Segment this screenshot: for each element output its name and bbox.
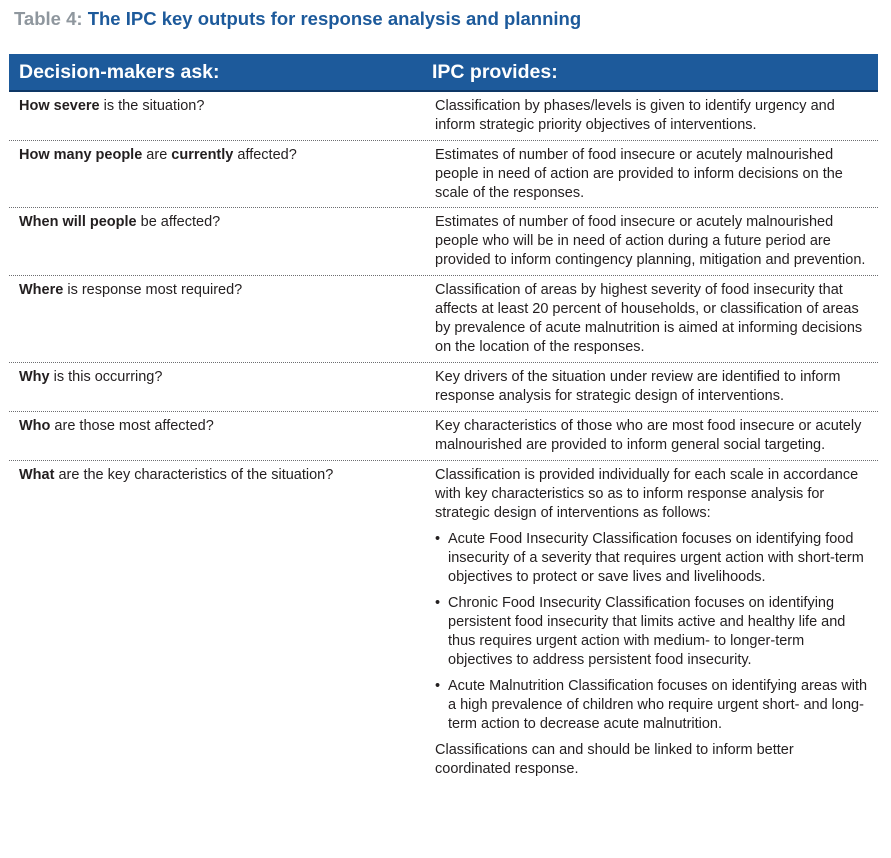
- table-title: [14, 8, 581, 30]
- question-cell: [9, 281, 426, 357]
- table-body: [9, 92, 878, 779]
- header-decision-makers-ask: Decision-makers ask:: [19, 60, 220, 83]
- table-header-row: [9, 54, 878, 92]
- question-emphasis: Where: [19, 282, 64, 298]
- answer-closing-text: Classifications can and should be linked to inform better coordinated response.: [435, 742, 794, 777]
- question-emphasis: When will people: [19, 214, 137, 230]
- table-row: [9, 363, 878, 412]
- question-cell: [9, 213, 426, 270]
- answer-cell: [426, 368, 878, 406]
- question-cell: [9, 466, 426, 779]
- question-text: affected?: [233, 147, 297, 163]
- question-emphasis: Who: [19, 418, 51, 434]
- question-emphasis: What: [19, 467, 55, 483]
- answer-text: Key characteristics of those who are most food insecure or acutely malnourished are provided to inform general social targeting.: [435, 418, 862, 453]
- ipc-outputs-table: [9, 54, 878, 779]
- question-text: is response most required?: [63, 282, 243, 298]
- table-row: [9, 92, 878, 141]
- question-text: is this occurring?: [49, 369, 163, 385]
- table-row: [9, 276, 878, 363]
- answer-cell: [426, 146, 878, 203]
- table-title-text: The IPC key outputs for response analysis and planning: [87, 8, 582, 29]
- table-row: [9, 461, 878, 779]
- question-emphasis: How severe: [19, 98, 100, 114]
- question-text: are: [142, 147, 172, 163]
- question-emphasis: How many people: [19, 147, 143, 163]
- question-cell: [9, 97, 426, 135]
- table-row: [9, 412, 878, 461]
- question-emphasis: currently: [171, 147, 234, 163]
- answer-text: Key drivers of the situation under review are identified to inform response analysis for strategic design of interventions.: [435, 369, 841, 404]
- question-text: are those most affected?: [50, 418, 214, 434]
- answer-text: Classification of areas by highest severity of food insecurity that affects at least 20 percent of households, or classification of areas by prevalence of acute malnutrition is aimed at informing decisions on the location of the responses.: [435, 282, 863, 355]
- table-number: Table 4:: [14, 8, 83, 29]
- answer-bullet-item: • Acute Food Insecurity Classification focuses on identifying food insecurity of a severity that requires urgent action with short-term objectives to protect or save lives and livelihoods.: [435, 530, 872, 587]
- question-cell: [9, 417, 426, 455]
- answer-text: Estimates of number of food insecure or acutely malnourished people who will be in need of action during a future period are provided to inform contingency planning, mitigation and prevention.: [435, 214, 866, 268]
- answer-cell: [426, 466, 878, 779]
- table-row: [9, 208, 878, 276]
- answer-bullet-list: [435, 530, 872, 734]
- answer-bullet-item: • Acute Malnutrition Classification focuses on identifying areas with a high prevalence of children who require urgent short- and long-term action to decrease acute malnutrition.: [435, 677, 872, 734]
- question-text: are the key characteristics of the situation?: [54, 467, 334, 483]
- question-text: be affected?: [136, 214, 221, 230]
- answer-cell: [426, 213, 878, 270]
- answer-bullet-item: • Chronic Food Insecurity Classification focuses on identifying persistent food insecurity that limits active and healthy life and thus requires urgent action with medium- to longer-term objectives to address persistent food insecurity.: [435, 594, 872, 670]
- answer-cell: [426, 281, 878, 357]
- header-ipc-provides: IPC provides:: [432, 60, 558, 83]
- answer-cell: [426, 417, 878, 455]
- question-cell: [9, 368, 426, 406]
- table-row: [9, 141, 878, 208]
- question-emphasis: Why: [19, 369, 50, 385]
- question-cell: [9, 146, 426, 203]
- answer-text: Estimates of number of food insecure or acutely malnourished people in need of action are provided to inform decisions on the scale of the responses.: [435, 147, 843, 201]
- answer-text: Classification is provided individually for each scale in accordance with key characteristics so as to inform response analysis for strategic design of interventions as follows:: [435, 467, 859, 521]
- answer-text: Classification by phases/levels is given to identify urgency and inform strategic priority objectives of interventions.: [435, 98, 835, 133]
- question-text: is the situation?: [99, 98, 205, 114]
- answer-cell: [426, 97, 878, 135]
